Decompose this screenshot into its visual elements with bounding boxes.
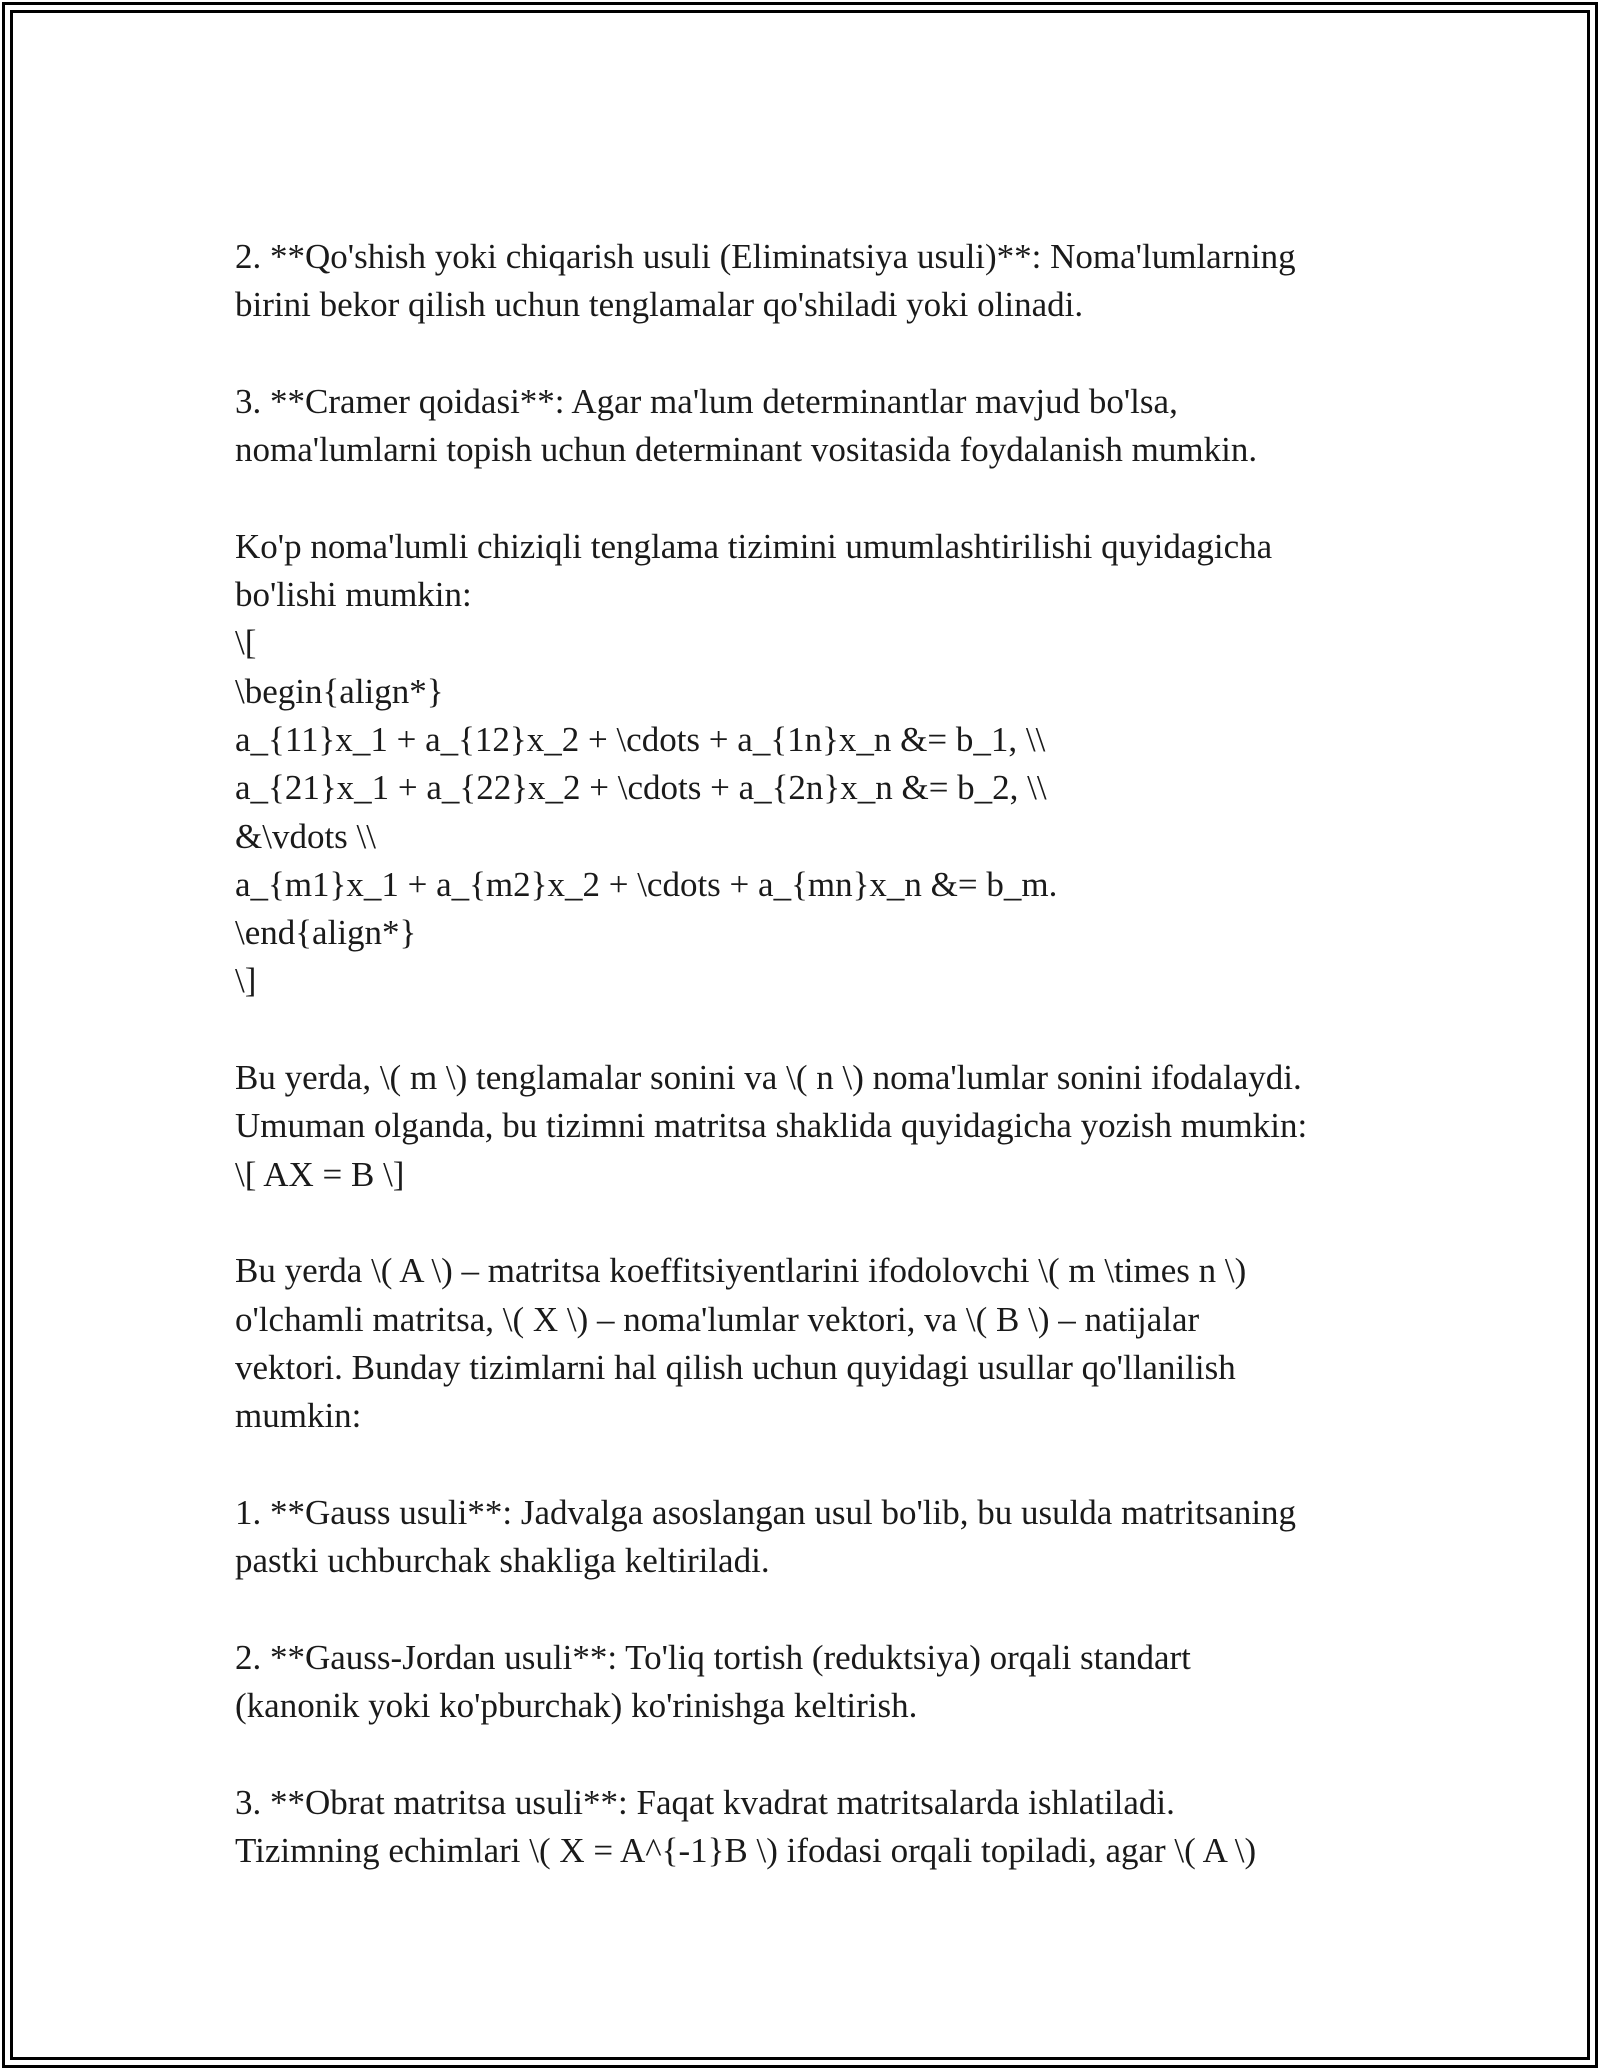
text-line: o'lchamli matritsa, \( X \) – noma'lumlar vektori, va \( B \) – natijalar [235,1299,1200,1339]
blank-line [235,1006,1375,1054]
text-line: 3. **Obrat matritsa usuli**: Faqat kvadrat matritsalarda ishlatiladi. [235,1782,1175,1822]
text-line: a_{m1}x_1 + a_{m2}x_2 + \cdots + a_{mn}x_n &= b_m. [235,864,1058,904]
blank-line [235,1199,1375,1247]
text-line: bo'lishi mumkin: [235,575,472,615]
text-line: pastki uchburchak shakliga keltiriladi. [235,1541,770,1581]
document-body [235,233,1375,1875]
text-line: Bu yerda, \( m \) tenglamalar sonini va \( n \) noma'lumlar sonini ifodalaydi. [235,1058,1302,1098]
text-line: Umuman olganda, bu tizimni matritsa shaklida quyidagicha yozish mumkin: [235,1106,1308,1146]
text-line: \[ [235,623,257,663]
text-line: 1. **Gauss usuli**: Jadvalga asoslangan usul bo'lib, bu usulda matritsaning [235,1492,1297,1532]
blank-line [235,474,1375,522]
text-line: 3. **Cramer qoidasi**: Agar ma'lum determinantlar mavjud bo'lsa, [235,381,1178,421]
text-line: a_{21}x_1 + a_{22}x_2 + \cdots + a_{2n}x_n &= b_2, \\ [235,768,1047,808]
text-line: (kanonik yoki ko'pburchak) ko'rinishga keltirish. [235,1685,918,1725]
text-line: Bu yerda \( A \) – matritsa koeffitsiyentlarini ifodolovchi \( m \times n \) [235,1251,1247,1291]
text-line: Tizimning echimlari \( X = A^{-1}B \) ifodasi orqali topiladi, agar \( A \) [235,1830,1257,1870]
text-line: 2. **Qo'shish yoki chiqarish usuli (Eliminatsiya usuli)**: Noma'lumlarning [235,237,1296,276]
text-line: a_{11}x_1 + a_{12}x_2 + \cdots + a_{1n}x_n &= b_1, \\ [235,719,1046,759]
text-line: \begin{align*} [235,671,444,711]
text-line: noma'lumlarni topish uchun determinant vositasida foydalanish mumkin. [235,430,1258,470]
blank-line [235,1585,1375,1633]
text-line: mumkin: [235,1396,362,1436]
text-line: vektori. Bunday tizimlarni hal qilish uchun quyidagi usullar qo'llanilish [235,1347,1236,1387]
text-line: \] [235,961,257,1001]
text-line: birini bekor qilish uchun tenglamalar qo'shiladi yoki olinadi. [235,285,1084,325]
text-line: 2. **Gauss-Jordan usuli**: To'liq tortish (reduktsiya) orqali standart [235,1637,1191,1677]
blank-line [235,330,1375,378]
text-line: \[ AX = B \] [235,1154,405,1194]
text-line: Ko'p noma'lumli chiziqli tenglama tizimini umumlashtirilishi quyidagicha [235,526,1273,566]
text-line: \end{align*} [235,913,417,953]
text-line: &\vdots \\ [235,816,376,856]
blank-line [235,1730,1375,1778]
blank-line [235,1440,1375,1488]
